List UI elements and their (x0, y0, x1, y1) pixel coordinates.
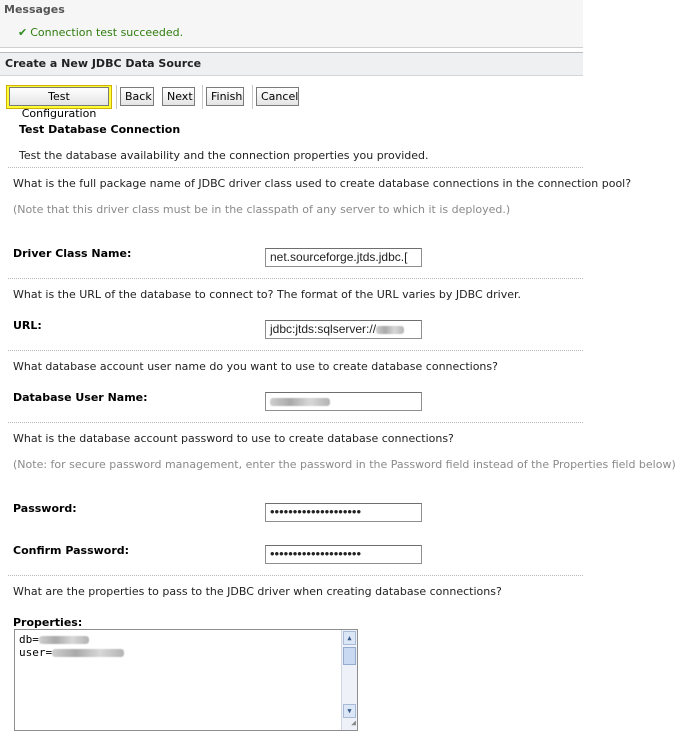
url-question: What is the URL of the database to connect to? The format of the URL varies by JDBC driver. (13, 288, 521, 301)
messages-title: Messages (4, 3, 65, 16)
test-configuration-button[interactable]: Test Configuration (9, 87, 109, 106)
confirm-password-input[interactable]: •••••••••••••••••••• (265, 545, 422, 564)
password-question: What is the database account password to use to create database connections? (13, 432, 454, 445)
driver-question: What is the full package name of JDBC driver class used to create database connections in the connection pool? (13, 177, 632, 190)
driver-class-input[interactable]: net.sourceforge.jtds.jdbc.[ (265, 248, 422, 267)
resize-grip-icon[interactable]: ◢ (351, 718, 356, 727)
properties-question: What are the properties to pass to the JDBC driver when creating database connections? (13, 585, 502, 598)
divider (8, 167, 583, 168)
user-name-input[interactable] (265, 392, 422, 411)
success-text: Connection test succeeded. (30, 26, 184, 39)
textarea-scrollbar[interactable] (341, 630, 357, 730)
section-header (0, 52, 583, 76)
password-label: Password: (13, 502, 77, 515)
properties-textarea[interactable] (14, 629, 358, 731)
back-button[interactable]: Back (120, 87, 154, 106)
divider (8, 575, 583, 576)
properties-label: Properties: (13, 616, 83, 629)
page-heading: Test Database Connection (19, 123, 181, 136)
scroll-down-icon[interactable]: ▼ (343, 704, 356, 718)
toolbar-separator (252, 85, 253, 109)
redacted-blur (270, 398, 330, 406)
driver-note: (Note that this driver class must be in the classpath of any server to which it is deployed.) (13, 203, 511, 216)
password-note: (Note: for secure password management, enter the password in the Password field instead of the Properties field below) (13, 458, 676, 471)
confirm-password-label: Confirm Password: (13, 544, 130, 557)
redacted-blur (376, 326, 404, 334)
scroll-thumb[interactable] (343, 647, 356, 665)
messages-panel (0, 0, 583, 48)
finish-button[interactable]: Finish (206, 87, 244, 106)
divider (8, 422, 583, 423)
properties-line (19, 633, 353, 646)
url-input[interactable] (265, 320, 422, 339)
next-button[interactable]: Next (162, 87, 195, 106)
properties-line (19, 646, 353, 659)
toolbar-separator (202, 85, 203, 109)
check-icon: ✔ (18, 26, 28, 39)
intro-text: Test the database availability and the connection properties you provided. (19, 149, 429, 162)
toolbar-separator (116, 85, 117, 109)
user-name-label: Database User Name: (13, 391, 148, 404)
success-message (18, 26, 183, 39)
cancel-button[interactable]: Cancel (256, 87, 299, 106)
properties-line-text: db= (19, 633, 39, 646)
properties-line-text: user= (19, 646, 53, 659)
redacted-blur (39, 636, 89, 644)
url-label: URL: (13, 319, 42, 332)
divider (8, 278, 583, 279)
driver-class-label: Driver Class Name: (13, 247, 132, 260)
scroll-up-icon[interactable]: ▲ (343, 631, 356, 645)
section-title: Create a New JDBC Data Source (5, 57, 202, 70)
password-input[interactable]: •••••••••••••••••••• (265, 503, 422, 522)
redacted-blur (52, 649, 124, 657)
divider (8, 350, 583, 351)
url-value: jdbc:jtds:sqlserver:// (270, 322, 377, 336)
user-question: What database account user name do you want to use to create database connections? (13, 360, 498, 373)
